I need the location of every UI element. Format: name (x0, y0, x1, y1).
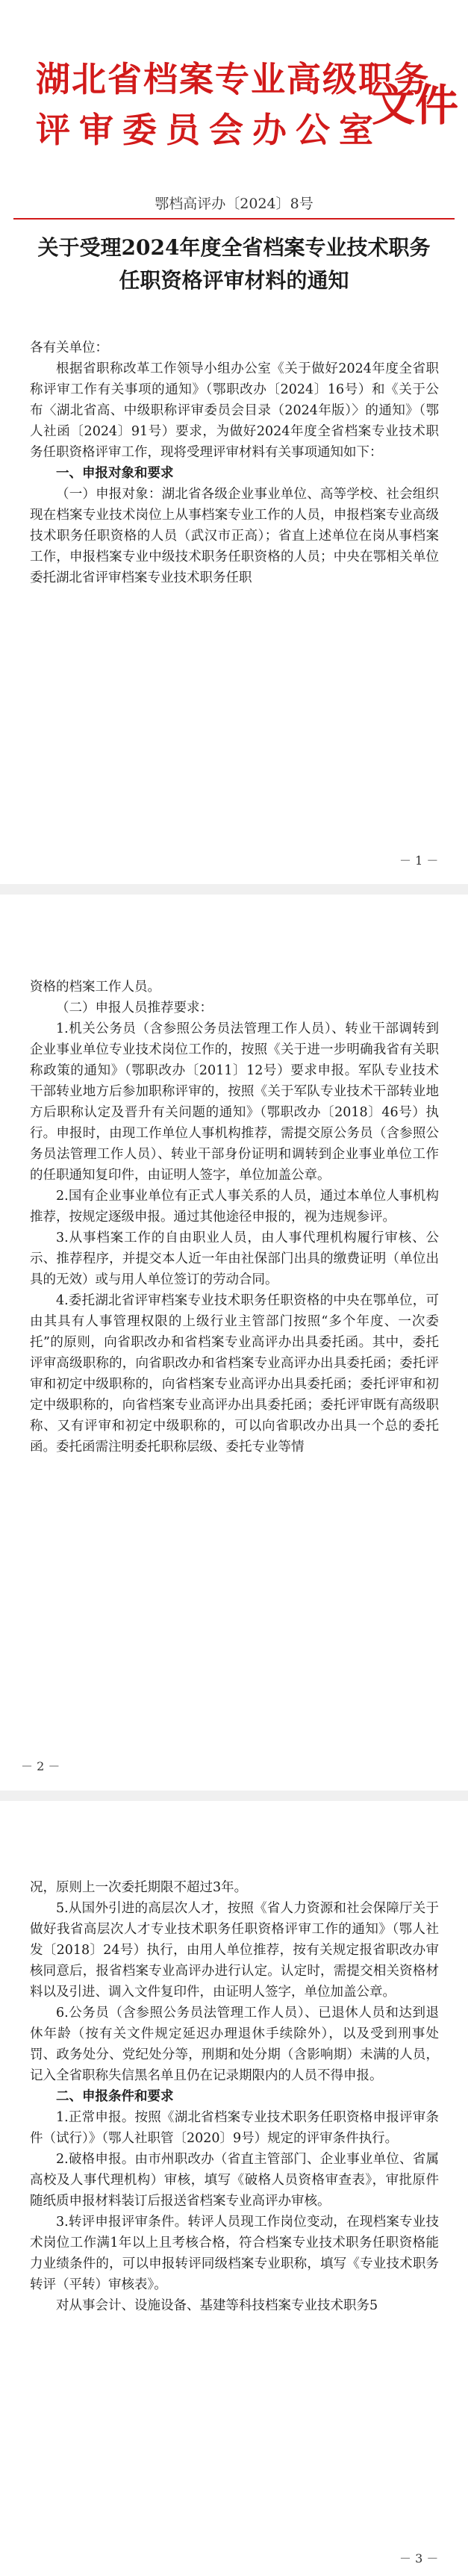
wenjian-label: 文件 (372, 80, 459, 131)
page-number: － 3 － (399, 2551, 439, 2566)
condition-4: 对从事会计、设施设备、基建等科技档案专业技术职务5 (56, 2298, 378, 2313)
page-3 (0, 1801, 468, 2576)
doc-title (15, 231, 453, 297)
requirement-3: 3.从事档案工作的自由职业人员，由人事代理机构履行审核、公示、推荐程序，并提交本人近一年由社保部门出具的缴费证明（单位出具的无效）或与用人单位签订的劳动合同。 (30, 1231, 439, 1287)
red-header (28, 52, 459, 164)
page-2 (0, 895, 468, 1791)
doc-title-line1: 关于受理2024年度全省档案专业技术职务 (37, 235, 431, 260)
page-gap (0, 1791, 468, 1801)
doc-title-line2: 任职资格评审材料的通知 (119, 268, 349, 293)
page-number: － 1 － (399, 853, 439, 868)
condition-3: 3.转评申报评审条件。转评人员现工作岗位变动，在现档案专业技术岗位工作满1年以上且考核合格，符合档案专业技术职务任职资格能力业绩条件的，可以申报转评同级档案专业职称，填写《专业技术职务转评（平转）审核表》。 (30, 2215, 439, 2292)
salutation: 各有关单位： (30, 340, 108, 355)
requirement-4: 4.委托湖北省评审档案专业技术职务任职资格的中央在鄂单位，可由其具有人事管理权限的上级行业主管部门按照“多个年度、一次委托”的原则，向省职改办和省档案专业高评办出具委托函。其中，委托评审高级职称的，向省职改办和省档案专业高评办出具委托函；委托评审和初定中级职称的，向省档案专业高评办出具委托函；委托评审和初定中级职称的，向省档案专业高评办出具委托函；委托评审既有高级职称、又有评审和初定中级职称的，可以向省职改办出具一个总的委托函。委托函需注明委托职称层级、委托专业等情 (30, 1293, 439, 1455)
page1-body (30, 337, 439, 588)
section1-heading: 一、申报对象和要求 (56, 466, 174, 481)
requirement-5: 5.从国外引进的高层次人才，按照《省人力资源和社会保障厅关于做好我省高层次人才专业技术职务任职资格评审工作的通知》（鄂人社发〔2018〕24号）执行，由用人单位推荐，按有关规定报省职改办审核同意后，报省档案专业高评办进行认定。认定时，需提交相关资格材料以及引进、调入文件复印件，由证明人签字，单位加盖公章。 (30, 1901, 439, 2000)
issuing-org-line1: 湖北省档案专业高级职务 (36, 59, 430, 99)
page-gap (0, 884, 468, 895)
page3-body (30, 1877, 439, 2316)
item-1-1: （一）申报对象：湖北省各级企业事业单位、高等学校、社会组织现在档案专业技术岗位上从事档案专业工作的人员，申报档案专业高级技术职务任职资格的人员（武汉市正高）；省直上述单位在岗从事档案工作，申报档案专业中级技术职务任职资格的人员；中央在鄂相关单位委托湖北省评审档案专业技术职务任职 (30, 487, 439, 585)
condition-2: 2.破格申报。由市州职改办（省直主管部门、企业事业单位、省属高校及人事代理机构）审核，填写《破格人员资格审查表》，审批原件随纸质申报材料装订后报送省档案专业高评办审核。 (30, 2152, 439, 2209)
requirement-6: 6.公务员（含参照公务员法管理工作人员）、已退休人员和达到退休年龄（按有关文件规定延迟办理退休手续除外），以及受到刑事处罚、政务处分、党纪处分等，刑期和处分期（含影响期）未满的人员，记入全省职称失信黑名单且仍在记录期限内的人员不得申报。 (30, 2006, 439, 2083)
page-1 (0, 0, 468, 884)
intro-paragraph: 根据省职称改革工作领导小组办公室《关于做好2024年度全省职称评审工作有关事项的通知》（鄂职改办〔2024〕16号）和《关于公布〈湖北省高、中级职称评审委员会目录（2024年版）〉的通知》（鄂人社函〔2024〕91号）要求，为做好2024年度全省档案专业技术职务任职资格评审工作，现将受理评审材料有关事项通知如下： (30, 361, 439, 460)
page2-body (30, 977, 439, 1457)
doc-number: 鄂档高评办〔2024〕8号 (155, 196, 313, 212)
item-1-2-heading: （二）申报人员推荐要求： (56, 1001, 213, 1015)
issuing-org-line2: 评审委员会办公室 (36, 110, 382, 150)
red-divider (13, 218, 455, 220)
section2-heading: 二、申报条件和要求 (56, 2089, 174, 2104)
condition-1: 1.正常申报。按照《湖北省档案专业技术职务任职资格申报评审条件（试行）》（鄂人社职管〔2020〕9号）规定的评审条件执行。 (30, 2110, 439, 2146)
requirement-2: 2.国有企业事业单位有正式人事关系的人员，通过本单位人事机构推荐，按规定逐级申报。通过其他途径申报的，视为违规参评。 (30, 1189, 439, 1225)
page3-continuation: 况，原则上一次委托期限不超过3年。 (30, 1880, 248, 1895)
requirement-1: 1.机关公务员（含参照公务员法管理工作人员）、转业干部调转到企业事业单位专业技术岗位工作的，按照《关于进一步明确我省有关职称政策的通知》（鄂职改办〔2011〕12号）要求申报。军队专业技术干部转业地方后参加职称评审的，按照《关于军队专业技术干部转业地方后职称认定及晋升有关问题的通知》（鄂职改办〔2018〕46号）执行。申报时，由现工作单位人事机构推荐，需提交原公务员（含参照公务员法管理工作人员）、转业干部身份证明和调转到企业事业单位工作的任职通知复印件，由证明人签字，单位加盖公章。 (30, 1021, 439, 1183)
page-number: － 2 － (21, 1759, 60, 1773)
page2-continuation: 资格的档案工作人员。 (30, 980, 160, 995)
